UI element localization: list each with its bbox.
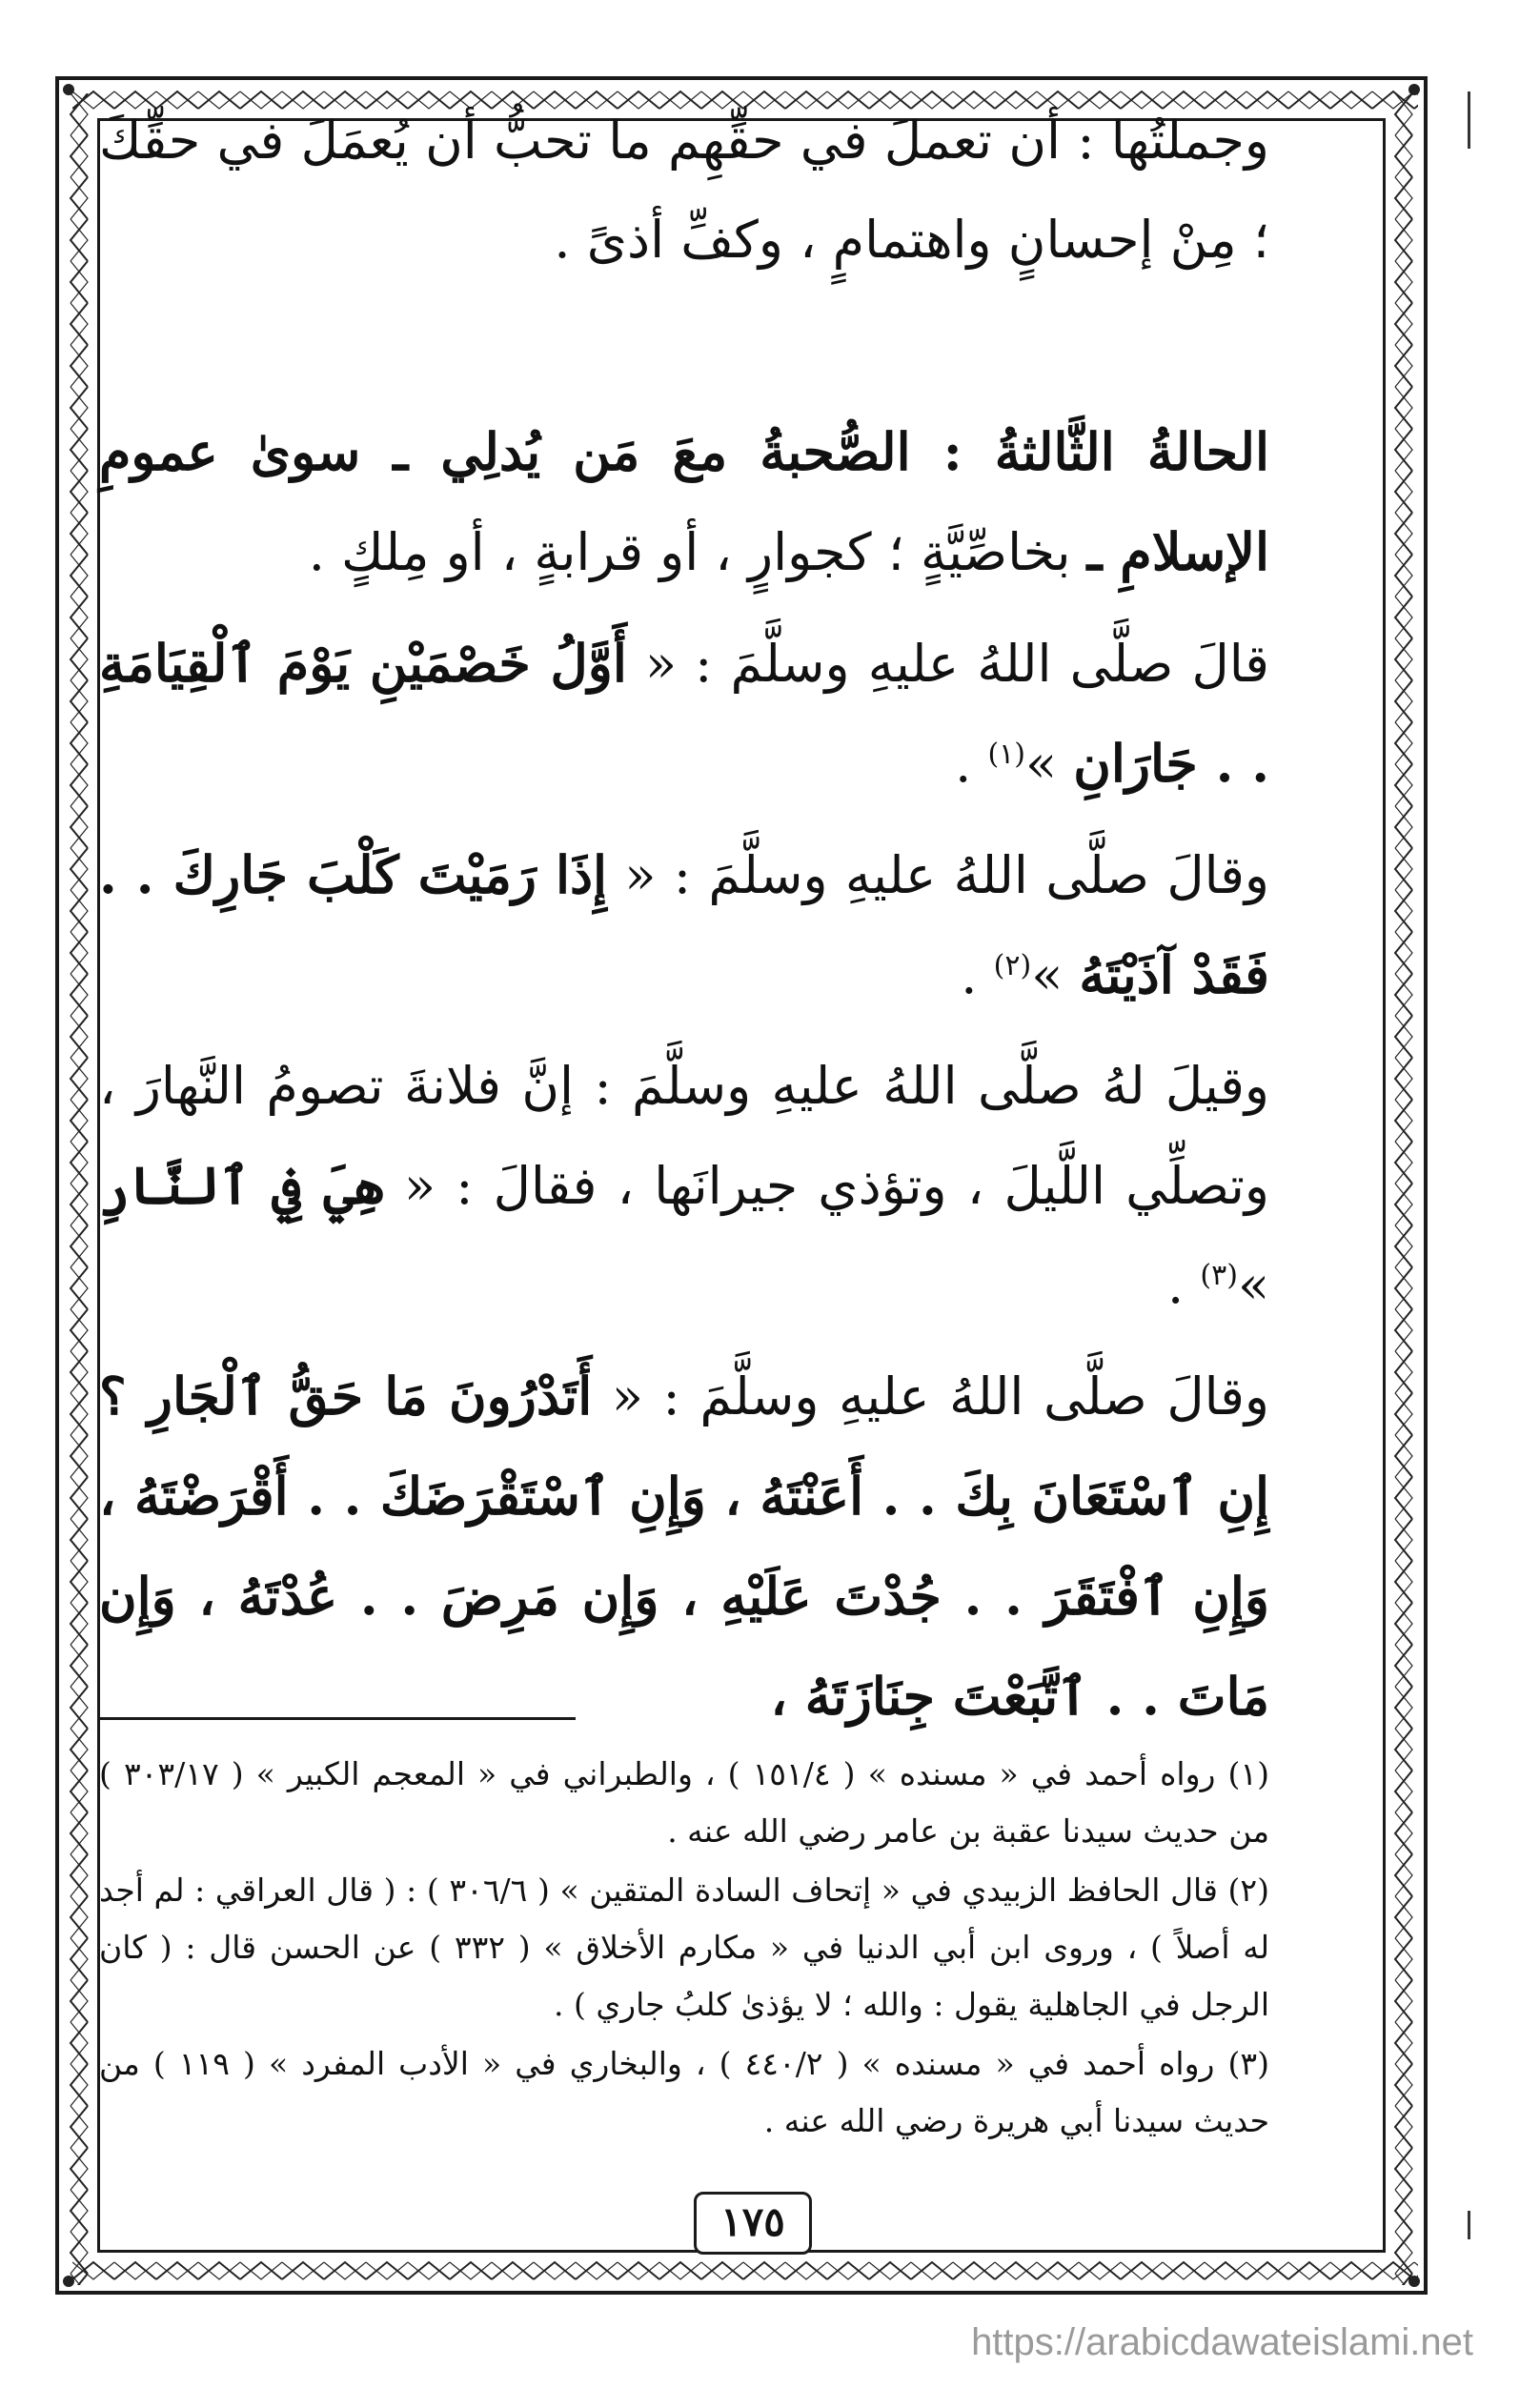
footnote: (٢) قال الحافظ الزبيدي في « إتحاف السادة المتقين » ( ٣٠٦/٦ ) : ( قال العراقي : لم أجد له أصلاً ) ، وروى ابن أبي الدنيا في « مكارم الأخلاق » ( ٣٣٢ ) عن الحسن قال : ( كان الرجل في الجاهلية يقول : والله ؛ لا يؤذىٰ كلبُ جاري ) . [99,1872,1270,2023]
paragraph-end: . [961,945,994,1005]
hadith-intro: قالَ صلَّى اللهُ عليهِ وسلَّمَ : « [626,634,1269,694]
quote-close: » [1025,734,1074,794]
hadith-quote: أَوَّلُ خَصْمَيْنِ يَوْمَ ٱلْقِيَامَةِ . . جَارَانِ [99,633,1269,794]
paragraph-text: بخاصِّيَّةٍ ؛ كجوارٍ ، أو قرابةٍ ، أو مِلكٍ . [308,522,1071,582]
paragraph-end: . [1167,1255,1201,1315]
quote-close: » [1031,945,1080,1005]
margin-mark [1468,2211,1470,2239]
page-body [99,91,1269,1747]
footnote-ref[interactable]: (٣) [1200,1259,1238,1292]
hadith-intro: وقيلَ لهُ صلَّى اللهُ عليهِ وسلَّمَ : إنَّ فلانةَ تصومُ النَّهارَ ، وتصلِّي اللَّيلَ ، وتؤذي جيرانَها ، فقالَ : « [99,1056,1269,1216]
corner-dot [1408,2276,1420,2287]
margin-mark [1468,91,1470,149]
hadith-intro: وقالَ صلَّى اللهُ عليهِ وسلَّمَ : « [592,1366,1269,1427]
hadith-quote: أَتَدْرُونَ مَا حَقُّ ٱلْجَارِ ؟ إِنِ ٱسْتَعَانَ بِكَ . . أَعَنْتَهُ ، وَإِنِ ٱسْتَقْرَضَكَ . . أَقْرَضْتَهُ ، وَإِنِ ٱفْتَقَرَ . . جُدْتَ عَلَيْهِ ، وَإِن مَرِضَ . . عُدْتَهُ ، وَإِن مَاتَ . . ٱتَّبَعْتَ جِنَازَتَهُ ، [99,1366,1269,1727]
hadith-quote: إِذَا رَمَيْتَ كَلْبَ جَارِكَ . . فَقَدْ آذَيْتَهُ [99,844,1269,1005]
footnote-ref[interactable]: (١) [987,738,1026,771]
hadith-quote: هِيَ فِي ٱلنَّارِ [99,1155,384,1216]
section-heading: الحالةُ الثَّالثةُ : الصُّحبةُ معَ مَن يُدلِي ـ سوىٰ عمومِ الإسلامِ ـ [99,421,1270,582]
footnote: (٣) رواه أحمد في « مسنده » ( ٤٤٠/٢ ) ، والبخاري في « الأدب المفرد » ( ١١٩ ) من حديث سيدنا أبي هريرة رضي الله عنه . [99,2045,1270,2139]
quote-close: » [1237,1255,1269,1315]
footnote-separator [99,1717,576,1720]
footnote: (١) رواه أحمد في « مسنده » ( ١٥١/٤ ) ، والطبراني في « المعجم الكبير » ( ٣٠٣/١٧ ) من حديث سيدنا عقبة بن عامر رضي الله عنه . [99,1755,1269,1850]
hadith-paragraph [99,825,1269,1025]
watermark-url: https://arabicdawateislami.net [971,2321,1473,2363]
paragraph [99,402,1269,602]
hadith-paragraph [99,1037,1269,1335]
hadith-paragraph [99,614,1269,814]
page-number: ١٧٥ [694,2192,812,2255]
ornament-border-right [1393,93,1414,2285]
footnotes [99,1746,1269,2152]
footnote-ref[interactable]: (٢) [993,949,1032,982]
corner-dot [63,84,74,95]
corner-dot [63,2276,74,2287]
ornament-border-bottom [72,2260,1418,2281]
hadith-intro: وقالَ صلَّى اللهُ عليهِ وسلَّمَ : « [607,845,1269,905]
ornament-border-left [69,93,90,2285]
paragraph-end: . [955,734,988,794]
paragraph: وجملتُها : أن تعملَ في حقِّهِم ما تحبُّ أن يُعمَلَ في حقِّكَ ؛ مِنْ إحسانٍ واهتمامٍ ، وكفِّ أذىً . [99,111,1269,270]
corner-dot [1408,84,1420,95]
hadith-paragraph [99,1346,1269,1747]
